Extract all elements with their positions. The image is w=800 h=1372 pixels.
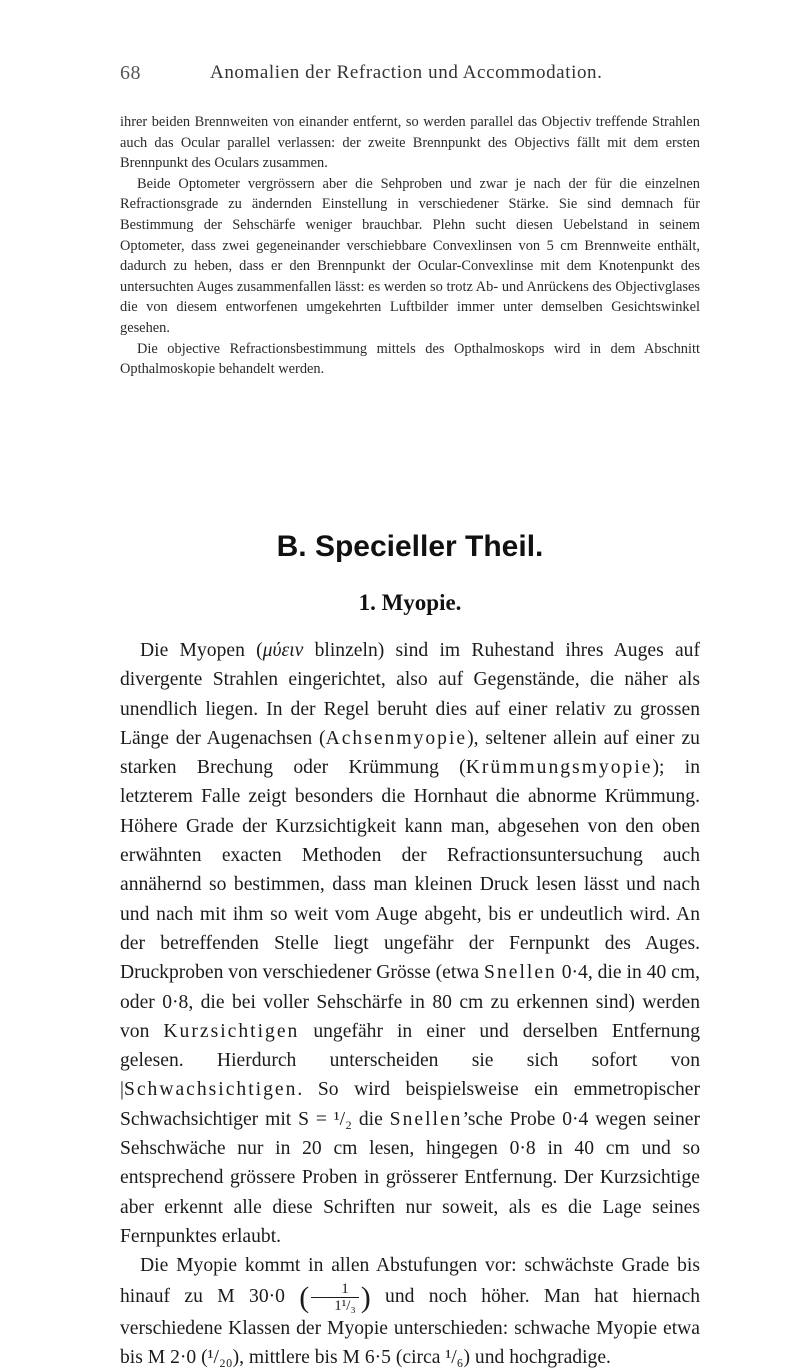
name-snellen: Snellen bbox=[389, 1108, 463, 1130]
text-run: . So wird beispielsweise ein emmetropischer Schwachsichtiger mit S = ¹/₂ die bbox=[120, 1079, 700, 1130]
text-run: Die Myopen ( bbox=[140, 640, 263, 661]
subsection-title: 1. Myopie. bbox=[358, 590, 462, 615]
text-run: ’sche Probe 0·4 wegen seiner Sehschwäche nur in 20 cm lesen, hingegen 0·8 in 40 cm und so entsprechend grössere Proben in grösserer Entfernung. Der Kurzsichtige aber erkennt alle diese Schriften nur soweit, als es die Lage seines Fernpunktes erlaubt. bbox=[120, 1108, 700, 1247]
text-run: ungefähr in einer und derselben Entfernung gelesen. Hierdurch unterscheiden sie sich sofort von | bbox=[120, 1020, 700, 1101]
term-schwachsichtigen: Schwachsichtigen bbox=[123, 1079, 298, 1101]
paren-close: ) bbox=[360, 1280, 371, 1314]
paragraph-myopie-definition bbox=[120, 636, 700, 1251]
section-title: B. Specieller Theil. bbox=[276, 530, 544, 563]
name-snellen: Snellen bbox=[484, 962, 557, 984]
fraction bbox=[311, 1281, 358, 1314]
fraction-denominator: 1¹/₃ bbox=[334, 1297, 356, 1314]
greek-word: μύειν bbox=[262, 640, 304, 661]
text-run: ); in letzterem Falle zeigt besonders die Hornhaut die abnorme Krümmung. Höhere Grade der Kurzsichtigkeit kann man, abgesehen von den oben erwähnten exacten Methoden der Refractionsuntersuchung auch annähernd so bestimmen, dass man kleinen Druck lesen lässt und nach und nach mit ihm so weit vom Auge abgeht, bis er undeutlich wird. An der betreffenden Stelle liegt ungefähr der Fernpunkt des Auges. Druckproben von verschiedener Grösse (etwa bbox=[120, 757, 700, 984]
text-run: 0·4, die in 40 cm, oder 0·8, die bei voller Sehschärfe in 80 cm zu erkennen sind) werden von bbox=[120, 962, 700, 1042]
text-run: blinzeln) sind im Ruhestand ihres Auges auf divergente Strahlen eingerichtet, also auf Gegenstände, die näher als unendlich liegen. In der Regel beruht dies auf einer relativ zu grossen Länge der Augenachsen ( bbox=[120, 640, 700, 749]
term-achsenmyopie: Achsenmyopie bbox=[325, 727, 468, 749]
running-title: Anomalien der Refraction und Accommodation. bbox=[210, 62, 603, 83]
term-kruemmungsmyopie: Krümmungsmyopie bbox=[465, 757, 653, 779]
paragraph-myopie-grades bbox=[120, 1251, 700, 1372]
term-kurzsichtigen: Kurzsichtigen bbox=[163, 1020, 300, 1042]
paragraph-continuation: ihrer beiden Brennweiten von einander entfernt, so werden parallel das Objectiv treffende Strahlen auch das Ocular parallel verlassen: der zweite Brennpunkt des Objectivs fällt mit dem ersten Brennpunkt des Oculars zusammen. bbox=[120, 114, 700, 172]
page-header bbox=[120, 62, 720, 88]
intro-text-block bbox=[120, 112, 700, 380]
text-run: und noch höher. Man hat hiernach verschiedene Klassen der Myopie unterschieden: schwache Myopie etwa bis M 2·0 (¹/₂₀), mittlere bis M 6·5 (circa ¹/₆) und hochgradige. bbox=[120, 1285, 700, 1368]
page-number: 68 bbox=[120, 62, 141, 84]
paragraph-objective-refraction: Die objective Refractionsbestimmung mittels des Opthalmoskops wird in dem Abschnitt Opthalmoskopie behandelt werden. bbox=[120, 340, 700, 378]
text-run: Die Myopie kommt in allen Abstufungen vor: schwächste Grade bis hinauf zu M 30·0 bbox=[120, 1255, 700, 1307]
fraction-numerator: 1 bbox=[311, 1281, 358, 1298]
paren-open: ( bbox=[299, 1280, 310, 1314]
paragraph-optometer: Beide Optometer vergrössern aber die Sehproben und zwar je nach der für die einzelnen Refractionsgrade zu ändernden Einstellung in verschiedener Stärke. Sie sind demnach für Bestimmung der Sehschärfe weniger brauchbar. Plehn sucht diesen Uebelstand in seinem Optometer, dass zwei gegeneinander verschiebbare Convexlinsen von 5 cm Brennweite enthält, dadurch zu heben, dass er den Brennpunkt der Ocular-Convexlinse mit dem Knotenpunkt des untersuchten Auges zusammenfallen lässt: es werden so trotz Ab- und Anrückens des Objectivglases die von diesem entworfenen umgekehrten Luftbilder immer unter demselben Gesichtswinkel gesehen. bbox=[120, 175, 700, 336]
myopie-text-block bbox=[120, 636, 700, 1372]
text-run: ), seltener allein auf einer zu starken Brechung oder Krümmung ( bbox=[120, 727, 700, 779]
